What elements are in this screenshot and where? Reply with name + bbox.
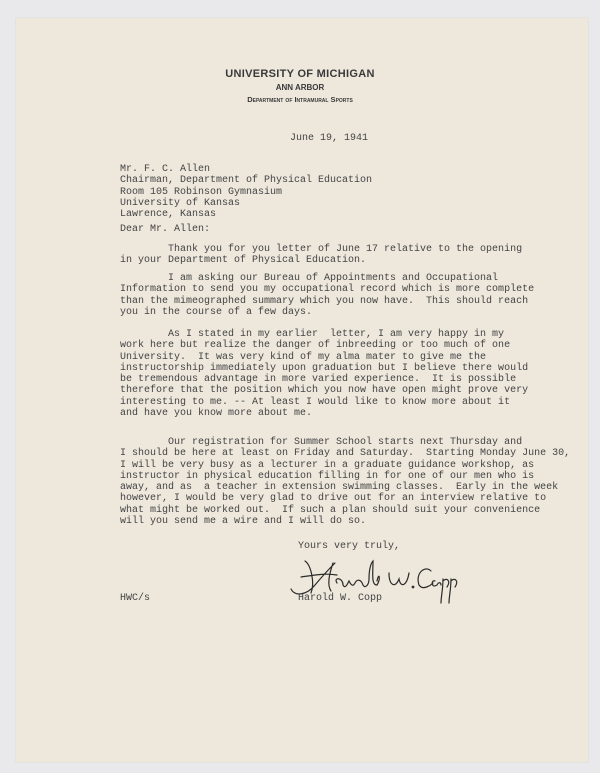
address-line: Lawrence, Kansas	[120, 209, 217, 221]
text-line: Our registration for Summer School starts next Thursday and	[120, 437, 523, 448]
letterhead-department: Department of Intramural Sports	[247, 95, 353, 104]
paragraph-2	[120, 273, 540, 318]
letterhead-institution: UNIVERSITY OF MICHIGAN	[225, 68, 375, 80]
text-line: I am asking our Bureau of Appointments and Occupational	[120, 273, 499, 284]
text-line: than the mimeographed summary which you now have. This should reach	[120, 295, 529, 307]
address-line: Mr. F. C. Allen	[120, 164, 211, 175]
address-line: Chairman, Department of Physical Education	[120, 175, 373, 187]
text-line: however, I would be very glad to drive out for an interview relative to	[120, 493, 547, 505]
text-line: in your Department of Physical Education.	[120, 255, 367, 267]
text-line: instructor in physical education filling in for one of our men who is	[120, 470, 535, 482]
text-line: and have you know more about me.	[120, 408, 313, 420]
text-line: what might be worked out. If such a plan should suit your convenience	[120, 504, 541, 516]
text-line: Information to send you my occupational record which is more complete	[120, 284, 535, 296]
address-line: Room 105 Robinson Gymnasium	[120, 186, 283, 198]
text-line: will you send me a wire and I will do so.	[120, 516, 367, 528]
text-line: work here but realize the danger of inbreeding or too much of one	[120, 340, 511, 352]
text-line: I will be very busy as a lecturer in a graduate guidance workshop, as	[120, 459, 535, 471]
typed-name: Harold W. Copp	[298, 593, 383, 604]
text-line: University. It was very kind of my alma mater to give me the	[120, 351, 487, 363]
text-line: away, and as a teacher in extension swimming classes. Early in the week	[120, 482, 559, 494]
text-line: instructorship immediately upon graduation but I believe there would	[120, 362, 529, 374]
text-line: interesting to me. -- At least I would like to know more about it	[120, 396, 511, 408]
text-line: As I stated in my earlier letter, I am very happy in my	[120, 329, 505, 340]
text-line: I should be here at least on Friday and Saturday. Starting Monday June 30,	[120, 448, 571, 460]
recipient-address	[120, 164, 540, 220]
salutation: Dear Mr. Allen:	[120, 224, 211, 235]
address-line: University of Kansas	[120, 197, 241, 209]
text-line: Thank you for you letter of June 17 relative to the opening	[120, 244, 523, 255]
letterhead-city: ANN ARBOR	[275, 83, 325, 92]
reference-initials: HWC/s	[120, 593, 151, 604]
closing: Yours very truly,	[298, 541, 401, 552]
text-line: therefore that the position which you now have open might prove very	[120, 385, 529, 397]
letter-date: June 19, 1941	[290, 133, 369, 144]
text-line: be tremendous advantage in more varied experience. It is possible	[120, 374, 517, 386]
paragraph-1	[120, 244, 540, 267]
paragraph-4	[120, 437, 571, 528]
text-line: you in the course of a few days.	[120, 306, 313, 318]
paragraph-3	[120, 329, 540, 419]
